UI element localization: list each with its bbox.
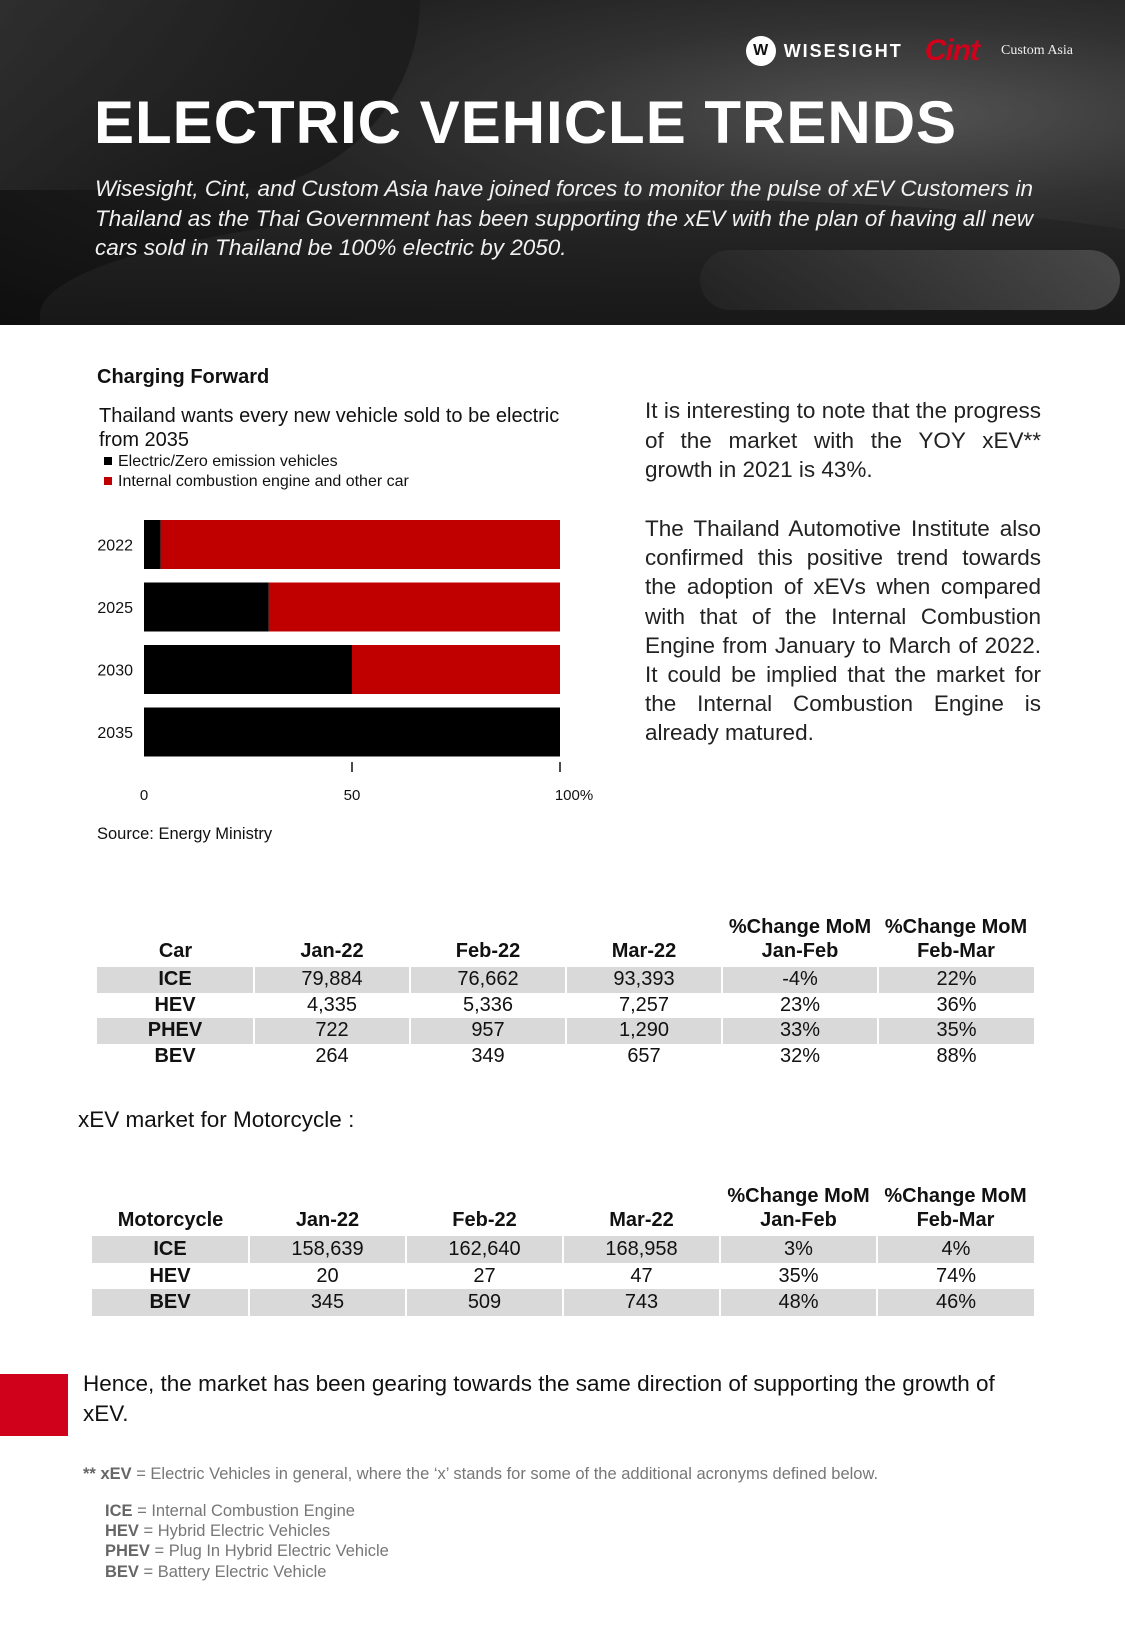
table-header-row	[97, 891, 1034, 967]
column-header: Mar-22	[609, 1209, 674, 1231]
table-header-row	[92, 1160, 1034, 1236]
hero-banner	[0, 0, 1125, 325]
definition-item: BEV = Battery Electric Vehicle	[105, 1562, 327, 1581]
legend-item-electric: Electric/Zero emission vehicles	[104, 452, 409, 472]
footnote: ** xEV = Electric Vehicles in general, where the ‘x’ stands for some of the additional acronyms defined below.	[83, 1465, 879, 1483]
table-row: ICE 158,639 162,640 168,958 3% 4%	[92, 1236, 1034, 1263]
table-row: ICE 79,884 76,662 93,393 -4% 22%	[97, 967, 1034, 993]
column-header: %Change MoM Jan-Feb	[727, 1185, 870, 1231]
definition-item: PHEV = Plug In Hybrid Electric Vehicle	[105, 1542, 389, 1561]
car-sales-table	[97, 891, 1034, 1069]
chart-title: Charging Forward	[97, 366, 270, 388]
custom-asia-logo: Custom Asia	[1001, 43, 1073, 58]
column-header: Feb-22	[452, 1209, 517, 1231]
legend-item-ice: Internal combustion engine and other car	[104, 472, 409, 492]
x-tick-label: 0	[139, 787, 149, 804]
table-row: BEV 345 509 743 48% 46%	[92, 1289, 1034, 1316]
bar-2030-series-0	[144, 645, 352, 694]
x-tick-label: 50	[343, 787, 361, 804]
y-tick-label: 2030	[97, 662, 133, 680]
y-tick-label: 2022	[97, 537, 133, 555]
definition-item: ICE = Internal Combustion Engine	[105, 1502, 355, 1520]
institute-paragraph: The Thailand Automotive Institute also confirmed this positive trend towards the adoption of xEVs when compared with that of the Internal Combustion Engine from January to March of 2022. It could be implied that the market for the Internal Combustion Engine is already matured.	[645, 516, 1041, 746]
definition-item: HEV = Hybrid Electric Vehicles	[105, 1522, 331, 1541]
wisesight-mark-icon: W	[746, 36, 776, 66]
definitions-list	[105, 1501, 389, 1582]
column-header: Feb-22	[455, 940, 521, 962]
column-header: %Change MoM Jan-Feb	[728, 916, 872, 962]
column-header: Jan-22	[295, 1209, 360, 1231]
partner-logos	[746, 34, 1073, 68]
bar-2030-series-1	[352, 645, 560, 694]
bar-2025-series-0	[144, 583, 269, 632]
bar-2035-series-0	[144, 708, 560, 757]
wisesight-logo: W WISESIGHT	[746, 36, 903, 66]
motorcycle-section-label: xEV market for Motorcycle :	[78, 1107, 355, 1132]
chart-source: Source: Energy Ministry	[97, 825, 273, 843]
stacked-bar-chart	[88, 510, 608, 810]
legend-swatch-electric	[104, 457, 112, 465]
column-header: Motorcycle	[117, 1209, 224, 1231]
column-header: %Change MoM Feb-Mar	[884, 1185, 1027, 1231]
page-title: ELECTRIC VEHICLE TRENDS	[94, 89, 958, 156]
column-header: Jan-22	[300, 940, 364, 962]
legend-swatch-ice	[104, 477, 112, 485]
table-row: HEV 20 27 47 35% 74%	[92, 1263, 1034, 1290]
y-tick-label: 2035	[97, 725, 133, 742]
chart-subtitle: Thailand wants every new vehicle sold to be electric from 2035	[99, 405, 560, 451]
y-tick-label: 2025	[97, 600, 133, 617]
motorcycle-sales-table	[92, 1160, 1034, 1316]
cint-logo: Cint	[924, 34, 980, 67]
bar-2022-series-0	[144, 520, 161, 569]
conclusion-text: Hence, the market has been gearing towards the same direction of supporting the growth of xEV.	[83, 1371, 995, 1426]
bar-2022-series-1	[161, 520, 560, 569]
chart-legend	[104, 452, 409, 492]
column-header: %Change MoM Feb-Mar	[884, 916, 1028, 962]
table-row: BEV 264 349 657 32% 88%	[97, 1044, 1034, 1070]
intro-text: Wisesight, Cint, and Custom Asia have joined forces to monitor the pulse of xEV Customers in Thailand as the Thai Government has been supporting the xEV with the plan of having all new cars sold in Thailand be 100% electric by 2050.	[95, 176, 1033, 260]
column-header: Mar-22	[611, 940, 677, 962]
column-header: Car	[158, 940, 193, 962]
table-row: PHEV 722 957 1,290 33% 35%	[97, 1018, 1034, 1044]
bar-2025-series-1	[269, 583, 560, 632]
x-tick-label: 100%	[554, 787, 594, 804]
growth-paragraph: It is interesting to note that the progress of the market with the YOY xEV** growth in 2021 is 43%.	[645, 398, 1041, 482]
accent-block	[0, 1374, 68, 1436]
table-row: HEV 4,335 5,336 7,257 23% 36%	[97, 993, 1034, 1019]
